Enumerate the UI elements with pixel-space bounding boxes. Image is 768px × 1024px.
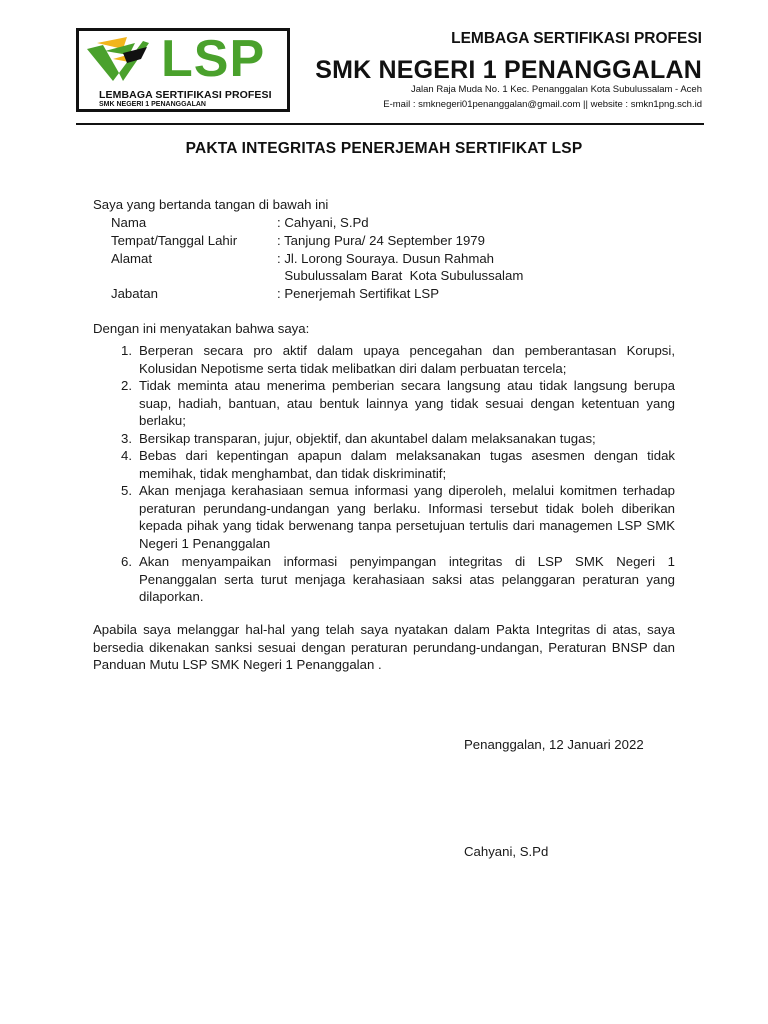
list-item-number: 5. bbox=[121, 483, 132, 498]
field-value-ttl: : Tanjung Pura/ 24 September 1979 bbox=[277, 233, 485, 248]
field-value-nama: : Cahyani, S.Pd bbox=[277, 215, 369, 230]
logo-caption-line2: SMK NEGERI 1 PENANGGALAN bbox=[99, 101, 206, 108]
list-item: Tidak meminta atau menerima pemberian secara langsung atau tidak langsung berupa suap, hadiah, bantuan, atau bentuk lainnya yang tidak sesuai dengan ketentuan yang berlaku; bbox=[139, 378, 675, 429]
letterhead-address: Jalan Raja Muda No. 1 Kec. Penanggalan Kota Subulussalam - Aceh bbox=[411, 84, 702, 95]
list-item: Berperan secara pro aktif dalam upaya pencegahan dan pemberantasan Korupsi, Kolusidan Nepotisme serta tidak melibatkan diri dalam perbuatan tercela; bbox=[139, 343, 675, 376]
place-date: Penanggalan, 12 Januari 2022 bbox=[464, 737, 644, 752]
field-label-nama: Nama bbox=[111, 215, 147, 230]
list-item-number: 2. bbox=[121, 378, 132, 393]
list-item-number: 3. bbox=[121, 431, 132, 446]
document-title: PAKTA INTEGRITAS PENERJEMAH SERTIFIKAT LSP bbox=[185, 140, 583, 157]
closing-paragraph: Apabila saya melanggar hal-hal yang telah saya nyatakan dalam Pakta Integritas di atas, saya bersedia dikenakan sanksi sesuai dengan peraturan perundang-undangan, Peraturan BNSP dan Panduan Mutu LSP SMK Negeri 1 Penanggalan . bbox=[93, 622, 675, 673]
field-label-ttl: Tempat/Tanggal Lahir bbox=[111, 233, 238, 248]
intro-text: Saya yang bertanda tangan di bawah ini bbox=[93, 197, 329, 212]
logo-wordmark: LSP bbox=[161, 30, 266, 88]
list-item: Akan menyampaikan informasi penyimpangan integritas di LSP SMK Negeri 1 Penanggalan serta turut menjaga kerahasiaan saksi atas pelanggaran peraturan yang dilaporkan. bbox=[139, 554, 675, 605]
list-item: Bersikap transparan, jujur, objektif, dan akuntabel dalam melaksanakan tugas; bbox=[139, 431, 596, 446]
list-item: Akan menjaga kerahasiaan semua informasi yang diperoleh, melalui komitmen terhadap peraturan perundang-undangan yang berlaku. Informasi tersebut tidak boleh diberikan kepada pihak yang tidak berwenang tanpa persetujuan tertulis dari managemen LSP SMK Negeri 1 Penanggalan bbox=[139, 483, 675, 551]
list-item-number: 6. bbox=[121, 554, 132, 569]
lsp-logo bbox=[76, 28, 290, 112]
declaration-intro: Dengan ini menyatakan bahwa saya: bbox=[93, 321, 310, 336]
letterhead-divider bbox=[76, 123, 704, 125]
field-label-jabatan: Jabatan bbox=[111, 286, 158, 301]
list-item-number: 4. bbox=[121, 448, 132, 463]
list-item-number: 1. bbox=[121, 343, 132, 358]
letterhead-school: SMK NEGERI 1 PENANGGALAN bbox=[315, 56, 702, 84]
list-item: Bebas dari kepentingan apapun dalam melaksanakan tugas asesmen dengan tidak memihak, tidak menghambat, dan tidak diskriminatif; bbox=[139, 448, 675, 481]
logo-caption-line1: LEMBAGA SERTIFIKASI PROFESI bbox=[99, 89, 272, 101]
field-value-alamat: : Jl. Lorong Souraya. Dusun Rahmah bbox=[277, 251, 494, 266]
letterhead-institution: LEMBAGA SERTIFIKASI PROFESI bbox=[451, 30, 702, 47]
field-label-alamat: Alamat bbox=[111, 251, 153, 266]
field-value-alamat-line2: Subulussalam Barat Kota Subulussalam bbox=[277, 268, 524, 283]
signer-name: Cahyani, S.Pd bbox=[464, 844, 549, 859]
letterhead-contact: E-mail : smknegeri01penanggalan@gmail.com || website : smkn1png.sch.id bbox=[383, 99, 702, 110]
field-value-jabatan: : Penerjemah Sertifikat LSP bbox=[277, 286, 439, 301]
